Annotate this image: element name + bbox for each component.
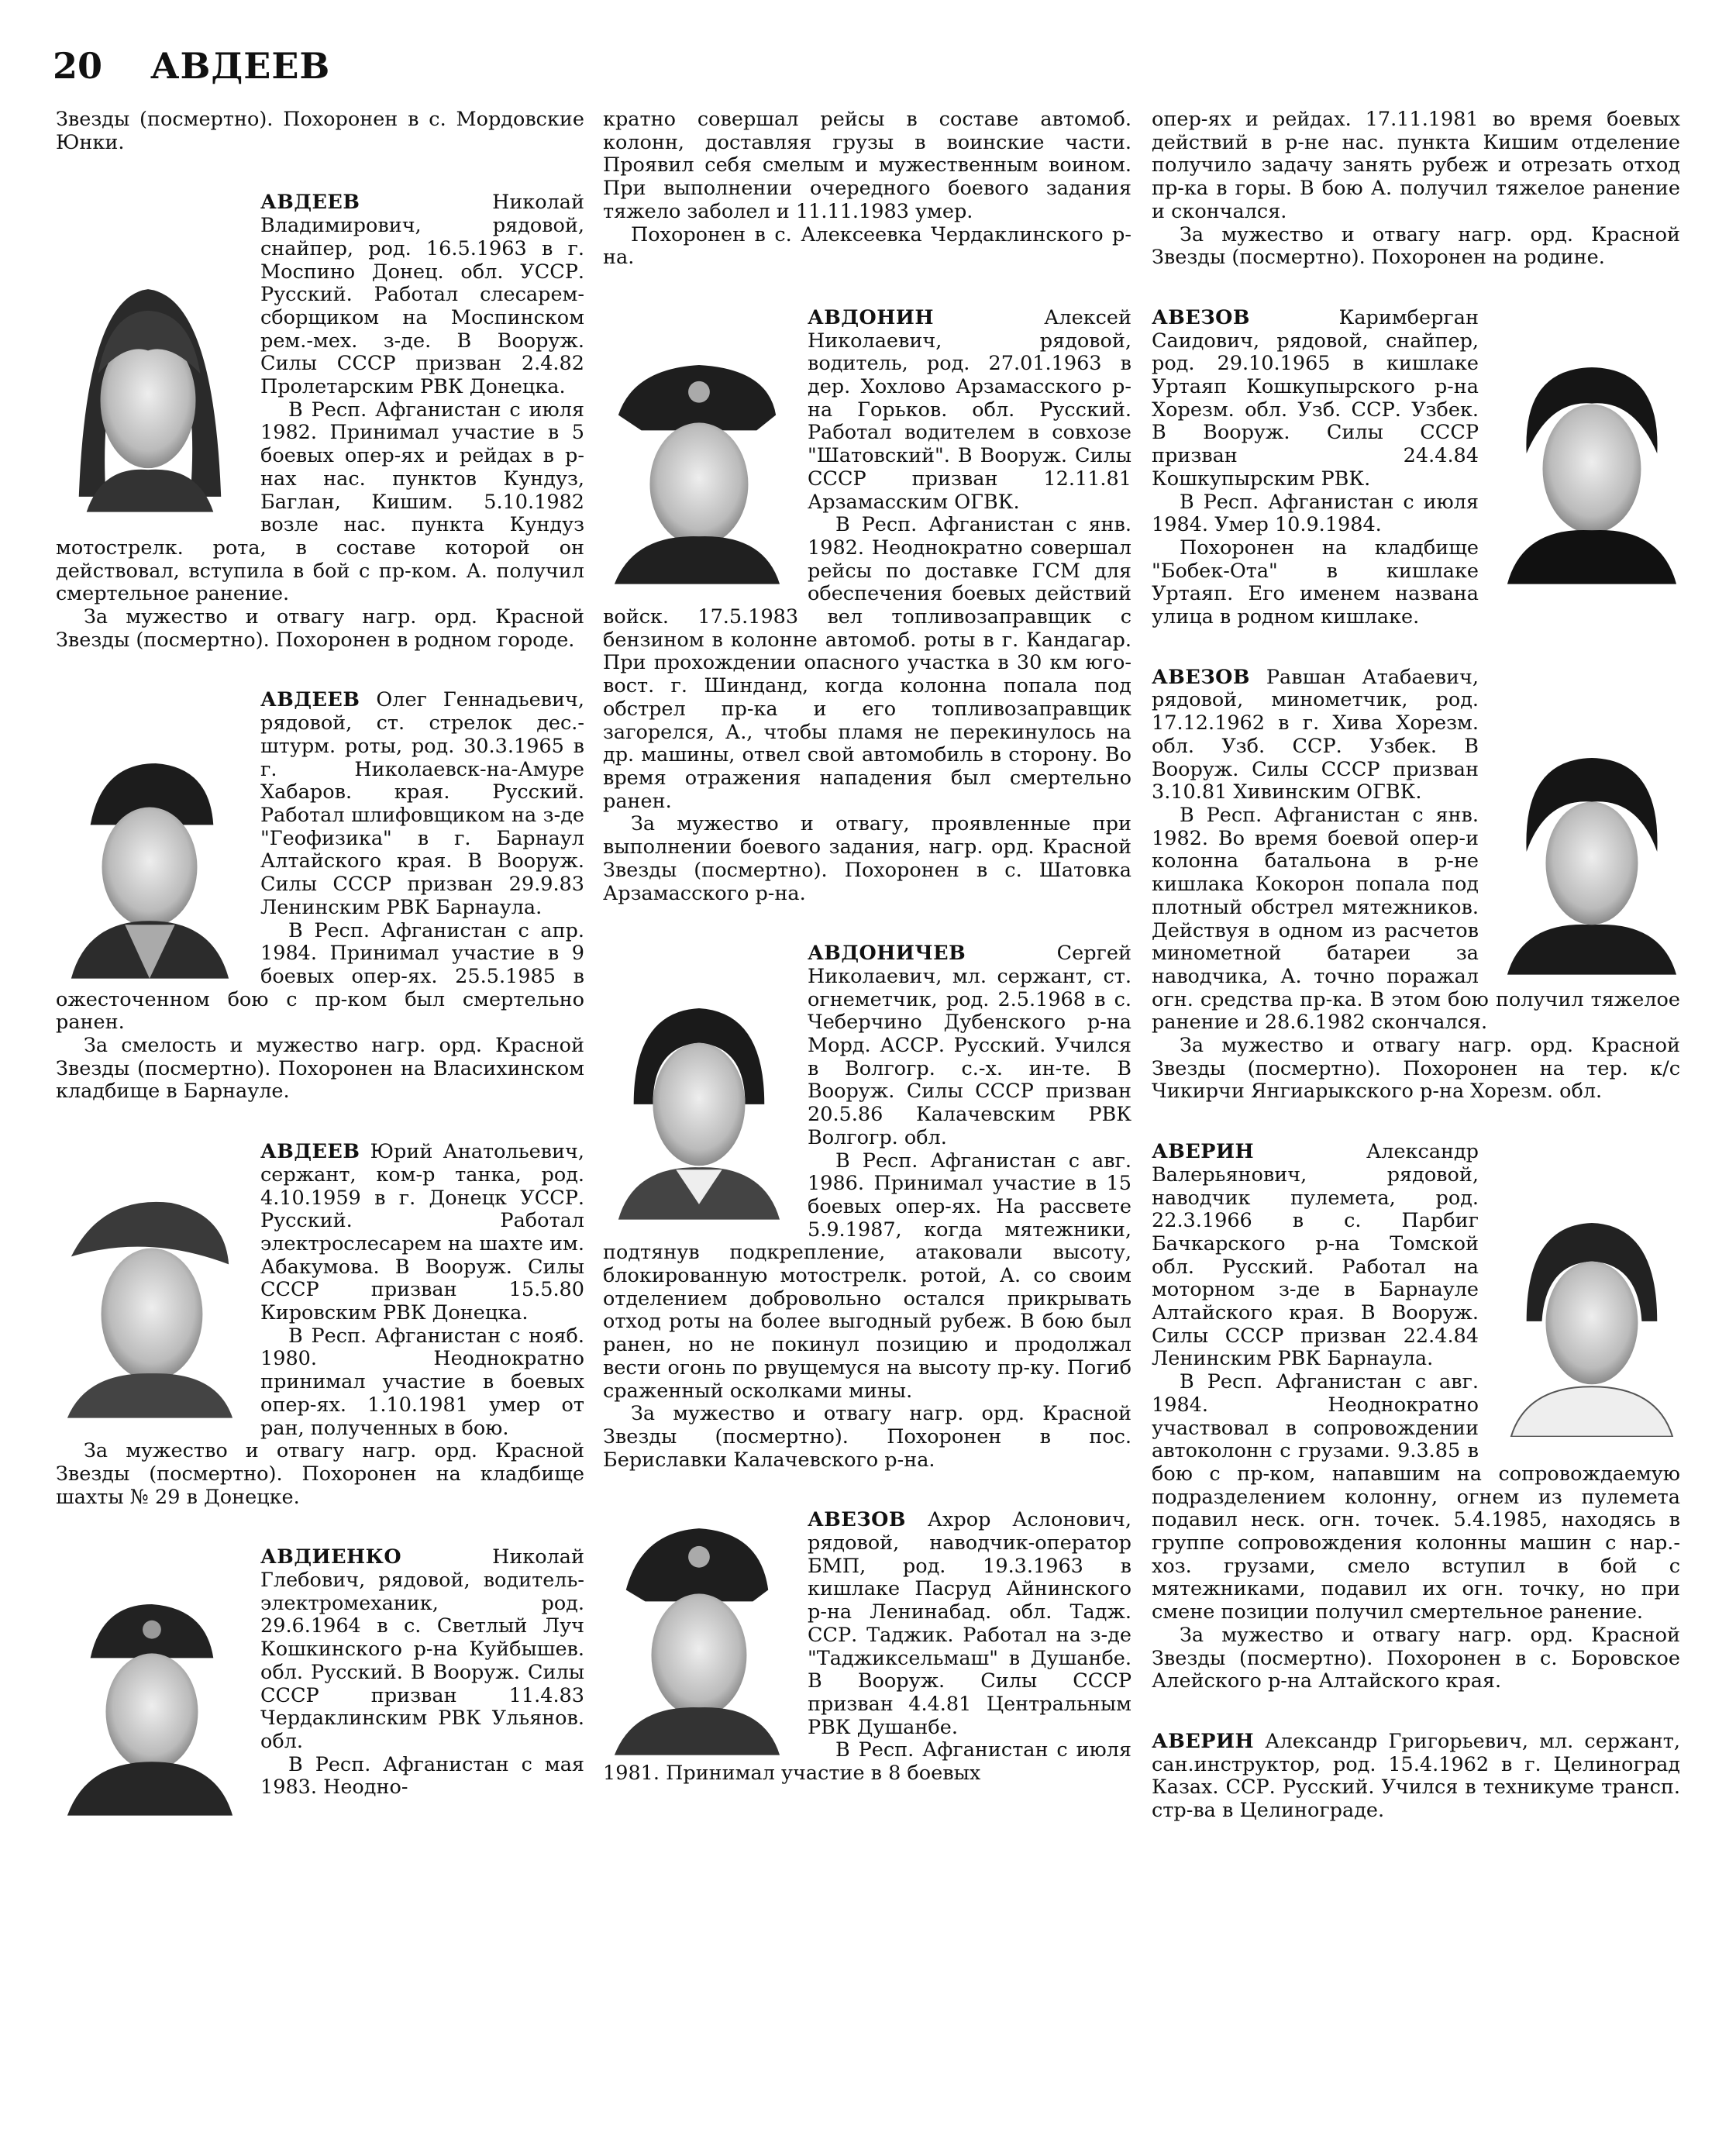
portrait-photo <box>1496 338 1680 584</box>
entry-paragraph: За мужество и отвагу нагр. орд. Красной Звезды (посмертно). Похоронен на тер. к/с Чикирчи Янгиарыкского р-на Хорезм. обл. <box>1152 1034 1680 1104</box>
entry-surname: АВЕЗОВ <box>1152 665 1250 689</box>
continued-text: кратно совершал рейсы в составе автомоб. колонн, доставляя грузы в воинские части. Проявил себя смелым и мужественным воином. При выполнении очередного боевого задания тяжело заболел и 11.11.1983 умер. <box>603 108 1132 223</box>
portrait-photo <box>1496 728 1680 975</box>
entry-surname: АВЕЗОВ <box>808 1508 906 1532</box>
entry-paragraph: В Респ. Афганистан с янв. 1982. Неоднократно совершал рейсы по доставке ГСМ для обеспечения боевых действий войск. 17.5.1983 вел топливозаправщик с бензином в колонне автомоб. роты в г. Кандагар. При прохождении опасного участка в 30 км юго-вост. г. Шинданд, когда колонна попала под обстрел пр-ка и его топливозаправщик загорелся, А., чтобы пламя не перекинулось на др. машины, отвел свой автомобиль в сторону. Во время отражения нападения был смертельно ранен. <box>603 513 1132 813</box>
entry-avezov-karimbergan <box>1152 307 1680 629</box>
entry-continuation <box>1152 108 1680 270</box>
continued-text: опер-ях и рейдах. 17.11.1981 во время боевых действий в р-не нас. пункта Кишим отделение получило задачу занять рубеж и отрезать отход пр-ка в горы. В бою А. получил тяжелое ранение и скончался. <box>1152 108 1680 223</box>
entry-paragraph: В Респ. Афганистан с июля 1982. Принимал участие в 5 боевых опер-ях и рейдах в р-нах нас. пунктов Кундуз, Баглан, Кишим. 5.10.1982 возле нас. пункта Кундуз мотострелк. рота, в составе которой он действовал, вступила в бой с пр-ком. А. получил смертельное ранение. <box>56 398 584 606</box>
entry-surname: АВДИЕНКО <box>260 1545 402 1569</box>
entry-avdeev-yuri <box>56 1141 584 1509</box>
entry-text: Александр Валерьянович, рядовой, наводчик пулемета, род. 22.3.1966 в с. Парбиг Бачкарского р-на Томской обл. Русский. Работал на моторном з-де в Барнауле Алтайского края. В Вооруж. Силы СССР призван 22.4.84 Ленинским РВК Барнаула. <box>1152 1140 1479 1371</box>
page-number: 20 <box>53 45 103 87</box>
entry-text: Александр Григорьевич, мл. сержант, сан.инструктор, род. 15.4.1962 в г. Целиноград Казах. ССР. Русский. Учился в техникуме трансп. стр-ва в Целинограде. <box>1152 1730 1680 1823</box>
entry-paragraph: За мужество и отвагу нагр. орд. Красной Звезды (посмертно). Похоронен в пос. Бериславки Калачевского р-на. <box>603 1402 1132 1472</box>
entry-avdonichev <box>603 942 1132 1472</box>
entry-paragraph: В Респ. Афганистан с мая 1983. Неодно- <box>260 1752 584 1800</box>
portrait-photo <box>56 1569 240 1816</box>
entry-paragraph: В Респ. Афганистан с янв. 1982. Во время боевой опер-и колонна батальона в р-не кишлака Кокорон попала под плотный обстрел мятежников. Действуя в одном из расчетов минометной батареи за наводчика, А. точно поражал огн. средства пр-ка. В этом бою получил тяжелое ранение и 28.6.1982 скончался. <box>1152 803 1680 1035</box>
portrait-photo <box>603 973 787 1220</box>
page-header <box>53 45 330 91</box>
entry-avdeev-nikolai <box>56 191 584 652</box>
entry-text: Алексей Николаевич, рядовой, водитель, род. 27.01.1963 в дер. Хохлово Арзамасского р-на Горьков. обл. Русский. Работал водителем в совхозе "Шатовский". В Вооруж. Силы СССР призван 12.11.81 Арзамасским ОГВК. <box>808 305 1132 514</box>
portrait-photo <box>603 338 787 584</box>
portrait-photo <box>603 1509 787 1755</box>
entry-avezov-akhror <box>603 1509 1132 1785</box>
entry-avdonin <box>603 307 1132 905</box>
entry-averin-alexander-v <box>1152 1141 1680 1693</box>
continued-text: За мужество и отвагу нагр. орд. Красной Звезды (посмертно). Похоронен на родине. <box>1152 222 1680 270</box>
entry-paragraph: За мужество и отвагу нагр. орд. Красной Звезды (посмертно). Похоронен в с. Боровское Алейского р-на Алтайского края. <box>1152 1623 1680 1693</box>
entry-paragraph: В Респ. Афганистан с нояб. 1980. Неоднократно принимал участие в боевых опер-ях. 1.10.1981 умер от ран, полученных в бою. <box>260 1324 584 1440</box>
portrait-photo <box>56 266 240 512</box>
entry-continuation <box>603 108 1132 270</box>
column-1 <box>56 108 584 1858</box>
entry-avdienko <box>56 1546 584 1820</box>
entry-paragraph: За мужество и отвагу нагр. орд. Красной Звезды (посмертно). Похоронен в родном городе. <box>56 605 584 652</box>
entry-surname: АВДЕЕВ <box>260 688 360 712</box>
entry-surname: АВЕРИН <box>1152 1730 1255 1753</box>
entry-averin-alexander-g <box>1152 1731 1680 1823</box>
entry-paragraph: В Респ. Афганистан с июля 1981. Принимал участие в 8 боевых <box>603 1738 1132 1786</box>
continued-text: Похоронен в с. Алексеевка Чердаклинского р-на. <box>603 222 1132 270</box>
entry-surname: АВДЕЕВ <box>260 191 360 215</box>
entry-surname: АВЕРИН <box>1152 1140 1255 1164</box>
running-title: АВДЕЕВ <box>150 45 331 87</box>
entry-avezov-ravshan <box>1152 666 1680 1104</box>
continued-text: Звезды (посмертно). Похоронен в с. Мордовские Юнки. <box>56 108 584 154</box>
entry-paragraph: В Респ. Афганистан с апр. 1984. Принимал участие в 9 боевых опер-ях. 25.5.1985 в ожесточенном бою с пр-ком был смертельно ранен. <box>56 918 584 1035</box>
entry-text: Юрий Анатольевич, сержант, ком-р танка, род. 4.10.1959 в г. Донецк УССР. Русский. Работал электрослесарем на шахте им. Абакумова. В Вооруж. Силы СССР призван 15.5.80 Кировским РВК Донецка. <box>260 1140 584 1325</box>
entry-text: Сергей Николаевич, мл. сержант, ст. огнеметчик, род. 2.5.1968 в с. Чеберчино Дубенского р-на Морд. АССР. Русский. Учился в Волгогр. с.-х. ин-те. В Вооруж. Силы СССР призван 20.5.86 Калачевским РВК Волгогр. обл. <box>808 942 1132 1149</box>
entry-avdeev-oleg <box>56 689 584 1104</box>
entry-paragraph: В Респ. Афганистан с авг. 1986. Принимал участие в 15 боевых опер-ях. На рассвете 5.9.1987, когда мятежники, подтянув подкрепление, атаковали высоту, блокированную мотострелк. ротой, А. со своим отделением добровольно остался прикрывать отход роты на более выгодный рубеж. В бою был ранен, но не покинул позицию и продолжал вести огонь по рвущемуся на высоту пр-ку. Погиб сраженный осколками мины. <box>603 1149 1132 1403</box>
entry-paragraph: За смелость и мужество нагр. орд. Красной Звезды (посмертно). Похоронен на Власихинском кладбище в Барнауле. <box>56 1034 584 1104</box>
entry-paragraph: В Респ. Афганистан с июля 1984. Умер 10.9.1984. <box>1152 490 1479 537</box>
entry-text: Равшан Атабаевич, рядовой, минометчик, род. 17.12.1962 в г. Хива Хорезм. обл. Узб. ССР. Узбек. В Вооруж. Силы СССР призван 3.10.81 Хивинским ОГВК. <box>1152 665 1479 804</box>
entry-text: Каримберган Саидович, рядовой, снайпер, род. 29.10.1965 в кишлаке Уртаяп Кошкупырского р-на Хорезм. обл. Узб. ССР. Узбек. В Вооруж. Силы СССР призван 24.4.84 Кошкупырским РВК. <box>1152 305 1479 491</box>
entry-continuation <box>56 108 584 154</box>
entry-lead <box>1152 1731 1680 1823</box>
entry-paragraph: Похоронен на кладбище "Бобек-Ота" в кишлаке Уртаяп. Его именем названа улица в родном кишлаке. <box>1152 536 1479 629</box>
column-3 <box>1152 108 1680 1860</box>
portrait-photo <box>56 732 240 979</box>
entry-text: Ахрор Аслонович, рядовой, наводчик-оператор БМП, род. 19.3.1963 в кишлаке Пасруд Айнинского р-на Ленинабад. обл. Тадж. ССР. Таджик. Работал на з-де "Таджиксельмаш" в Душанбе. В Вооруж. Силы СССР призван 4.4.81 Центральным РВК Душанбе. <box>808 1508 1132 1739</box>
entry-text: Олег Геннадьевич, рядовой, ст. стрелок дес.-штурм. роты, род. 30.3.1965 в г. Николаевск-на-Амуре Хабаров. края. Русский. Работал шлифовщиком на з-де "Геофизика" в г. Барнаул Алтайского края. В Вооруж. Силы СССР призван 29.9.83 Ленинским РВК Барнаула. <box>260 688 585 919</box>
entry-surname: АВЕЗОВ <box>1152 305 1250 329</box>
entry-paragraph: За мужество и отвагу, проявленные при выполнении боевого задания, нагр. орд. Красной Звезды (посмертно). Похоронен в с. Шатовка Арзамасского р-на. <box>603 812 1132 905</box>
portrait-photo <box>56 1172 240 1418</box>
entry-text: Николай Глебович, рядовой, водитель-электромеханик, род. 29.6.1964 в с. Светлый Луч Кошкинского р-на Куйбышев. обл. Русский. В Вооруж. Силы СССР призван 11.4.83 Чердаклинским РВК Ульянов. обл. <box>260 1545 584 1753</box>
entry-surname: АВДОНИЧЕВ <box>808 942 966 966</box>
entry-surname: АВДЕЕВ <box>260 1140 360 1164</box>
entry-text: Николай Владимирович, рядовой, снайпер, род. 16.5.1963 в г. Моспино Донец. обл. УССР. Русский. Работал слесарем-сборщиком на Моспинском рем.-мех. з-де. В Вооруж. Силы СССР призван 2.4.82 Пролетарским РВК Донецка. <box>260 191 584 399</box>
entry-paragraph: В Респ. Афганистан с авг. 1984. Неоднократно участвовал в сопровождении автоколонн с грузами. 9.3.85 в бою с пр-ком, напавшим на сопровождаемую подразделением колонну, огнем из пулемета подавил неск. огн. точек. 5.4.1985, находясь в группе сопровождения колонны машин с нар.-хоз. грузами, смело вступил в бой с мятежниками, подавил их огн. точку, но при смене позиции получил смертельное ранение. <box>1152 1370 1680 1624</box>
entry-paragraph: За мужество и отвагу нагр. орд. Красной Звезды (посмертно). Похоронен на кладбище шахты № 29 в Донецке. <box>56 1439 584 1509</box>
entry-surname: АВДОНИН <box>808 305 934 329</box>
column-2 <box>603 108 1132 1823</box>
portrait-photo <box>1496 1190 1680 1437</box>
